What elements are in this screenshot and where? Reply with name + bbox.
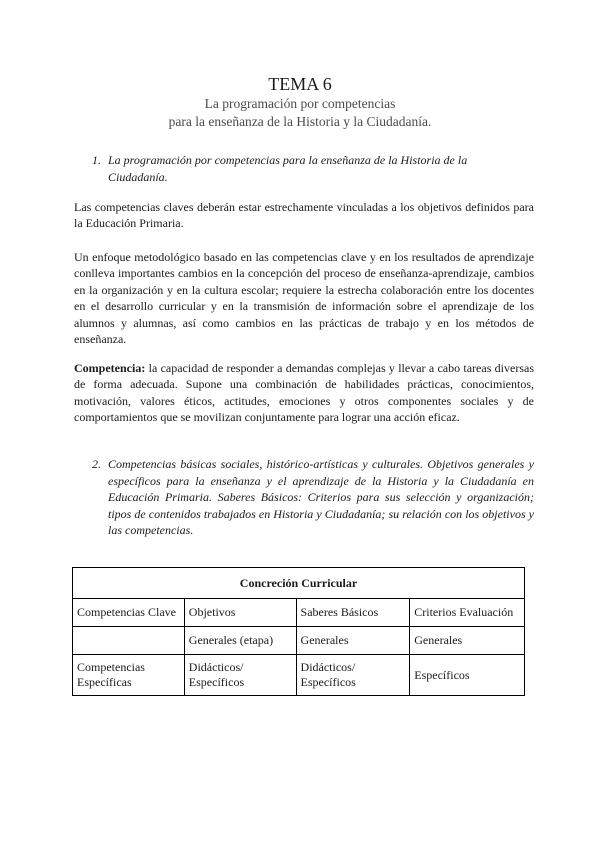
table-title: Concreción Curricular	[73, 568, 525, 599]
table-cell: Didácticos/ Específicos	[296, 655, 410, 696]
table-cell: Generales (etapa)	[184, 627, 296, 655]
section2-number: 2.	[92, 457, 101, 471]
paragraph-competencia-definicion	[74, 360, 534, 426]
section1-number: 1.	[92, 153, 101, 167]
table-row	[73, 599, 525, 627]
table-cell: Generales	[296, 627, 410, 655]
page-subtitle-line1: La programación por competencias	[204, 96, 396, 111]
table-row	[73, 627, 525, 655]
table-cell: Objetivos	[184, 599, 296, 627]
section1-heading	[92, 152, 512, 185]
table-cell: Saberes Básicos	[296, 599, 410, 627]
table-cell	[73, 627, 185, 655]
curricular-table	[72, 567, 525, 696]
paragraph-enfoque-metodologico: Un enfoque metodológico basado en las competencias clave y en los resultados de aprendizaje conlleva importantes cambios en la concepción del proceso de enseñanza-aprendizaje, cambios en la organización y en la cultura escolar; requiere la estrecha colaboración entre los docentes en el desarrollo curricular y en la transmisión de información sobre el aprendizaje de los alumnos y alumnas, así como cambios en las prácticas de trabajo y en los métodos de enseñanza.	[74, 250, 534, 347]
section1-line1: La programación por competencias para la enseñanza de la Historia de la	[108, 153, 468, 167]
section2-text: Competencias básicas sociales, histórico-artísticas y culturales. Objetivos generales y específicos para la enseñanza y el aprendizaje de la Historia y la Ciudadanía en Educación Primaria. Saberes Básicos: Criterios para sus selección y organización; tipos de contenidos trabajados en Historia y Ciudadanía; su relación con los objetivos y las competencias.	[108, 457, 534, 537]
paragraph-competencias-claves: Las competencias claves deberán estar estrechamente vinculadas a los objetivos definidos para la Educación Primaria.	[74, 200, 534, 231]
table-cell: Criterios Evaluación	[410, 599, 525, 627]
table-cell: Competencias Clave	[73, 599, 185, 627]
table-cell: Competencias Específicas	[73, 655, 185, 696]
page-subtitle-line2: para la enseñanza de la Historia y la Ciudadanía.	[168, 114, 432, 129]
section2-heading	[92, 456, 534, 539]
table-cell: Específicos	[410, 655, 525, 696]
page-title: TEMA 6	[268, 74, 332, 94]
table-cell: Generales	[410, 627, 525, 655]
competencia-term: Competencia:	[74, 361, 146, 375]
section1-line2: Ciudadanía.	[108, 169, 168, 184]
competencia-definition: la capacidad de responder a demandas complejas y llevar a cabo tareas diversas de forma adecuada. Supone una combinación de habilidades prácticas, conocimientos, motivación, valores éticos, actitudes, emociones y otros componentes sociales y de comportamientos que se movilizan conjuntamente para lograr una acción eficaz.	[74, 361, 534, 425]
table-cell: Didácticos/ Específicos	[184, 655, 296, 696]
table-row	[73, 655, 525, 696]
